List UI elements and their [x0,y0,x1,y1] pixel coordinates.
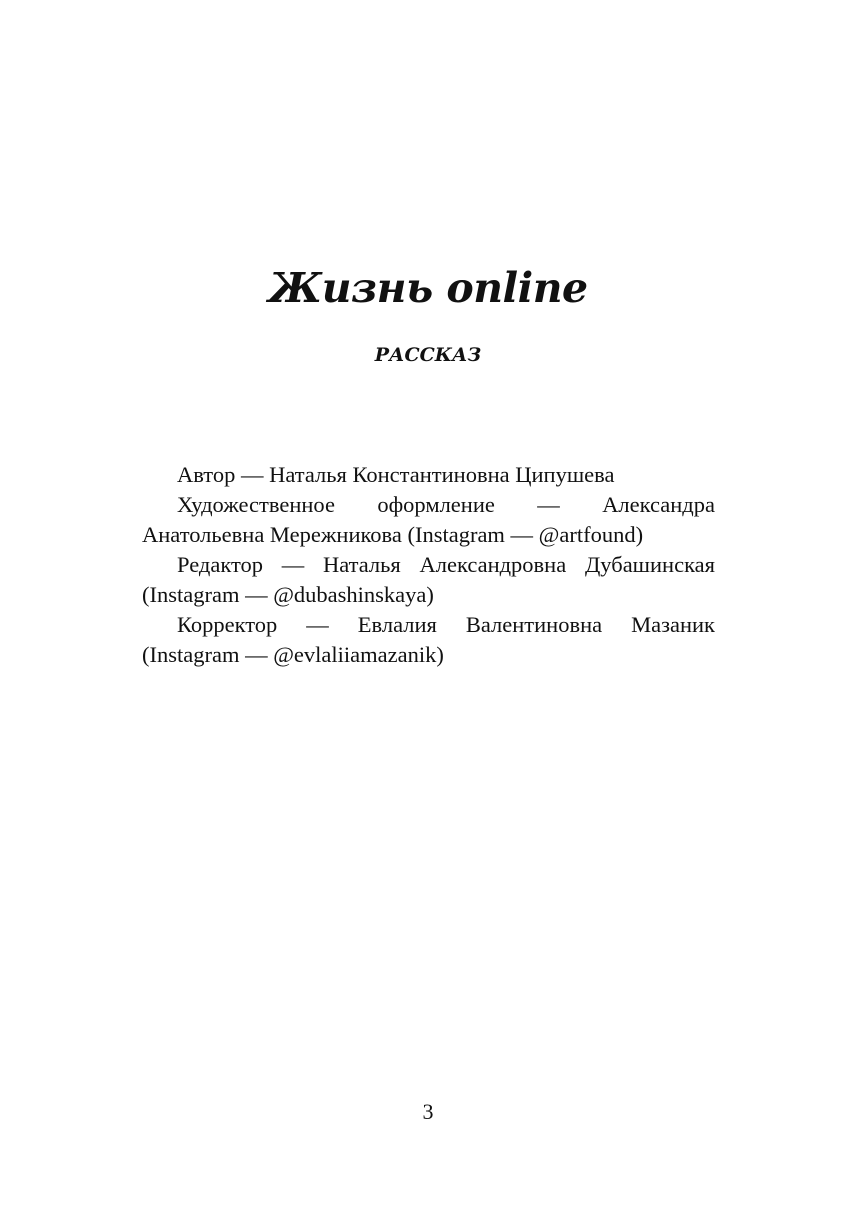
credits-block [142,460,715,670]
book-genre: РАССКАЗ [374,344,482,366]
credit-proofreader: Корректор — Евлалия Валентиновна Мазаник (Instagram — @evlaliiamazanik) [142,612,715,667]
credit-author: Автор — Наталья Константиновна Ципушева [177,462,615,487]
credit-illustrator: Художественное оформление — Александра Анатольевна Мережникова (Instagram — @artfound) [142,492,715,547]
credit-editor: Редактор — Наталья Александровна Дубашинская (Instagram — @dubashinskaya) [142,552,715,607]
page-number: 3 [422,1099,434,1124]
book-title: Жизнь online [268,264,588,312]
